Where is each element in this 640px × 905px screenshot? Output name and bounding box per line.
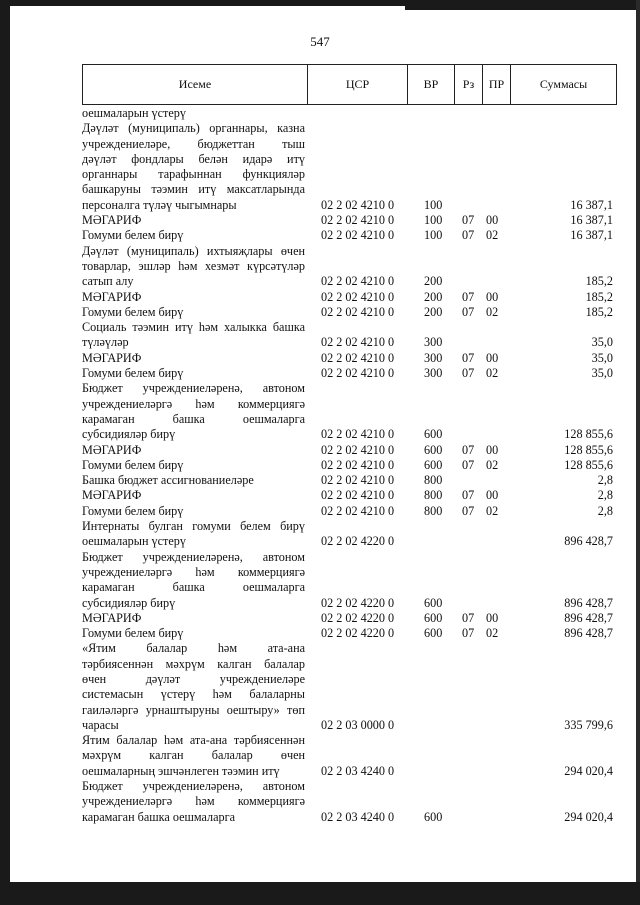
row-name <box>82 641 305 733</box>
header-csr: ЦСР <box>308 65 408 104</box>
table-row <box>82 519 617 550</box>
row-name-line: гаиләләргә урнаштыруны оештыру» төп <box>82 702 305 717</box>
row-rz: 07 <box>462 503 475 518</box>
row-name-line: Социаль тәэмин итү һәм халыкка башка <box>82 320 305 335</box>
row-rz: 07 <box>462 304 475 319</box>
row-vr: 200 <box>424 274 443 289</box>
row-vr: 600 <box>424 457 443 472</box>
row-name <box>82 488 305 503</box>
row-name <box>82 320 305 351</box>
row-name-line: оешмаларын үстерү <box>82 534 186 549</box>
row-vr: 100 <box>424 228 443 243</box>
row-pr: 00 <box>486 289 499 304</box>
row-name <box>82 351 305 366</box>
table-row <box>82 473 617 488</box>
table-row <box>82 244 617 290</box>
row-name-line: «Ятим балалар һәм ата-ана <box>82 641 305 656</box>
row-rz: 07 <box>462 289 475 304</box>
row-name-line: МӘГАРИФ <box>82 442 142 457</box>
row-name-line: Бюджет учреждениеләренә, автоном <box>82 779 305 794</box>
row-name-line: МӘГАРИФ <box>82 610 142 625</box>
row-vr: 300 <box>424 350 443 365</box>
header-rz: Рз <box>455 65 483 104</box>
page-number: 547 <box>310 34 330 49</box>
row-sum: 896 428,7 <box>564 610 613 625</box>
row-pr: 02 <box>486 626 499 641</box>
row-sum: 16 387,1 <box>570 213 613 228</box>
row-name <box>82 366 305 381</box>
row-vr: 600 <box>424 427 443 442</box>
row-name-line: мәхрүм калган балалар өчен <box>82 748 305 763</box>
row-vr: 600 <box>424 610 443 625</box>
scan-border-top-inner <box>405 6 640 10</box>
row-csr: 02 2 02 4210 0 <box>321 366 395 381</box>
table-row <box>82 488 617 503</box>
row-vr: 800 <box>424 473 443 488</box>
table-body <box>82 106 617 825</box>
row-rz: 07 <box>462 350 475 365</box>
row-vr: 600 <box>424 809 443 824</box>
table-row <box>82 641 617 733</box>
row-name-line: дәүләт фондлары белән идарә итү <box>82 151 305 166</box>
row-vr: 200 <box>424 304 443 319</box>
row-pr: 02 <box>486 457 499 472</box>
row-name-line: товарлар, эшләр һәм хезмәт күрсәтүләр <box>82 258 305 273</box>
table-row <box>82 550 617 611</box>
row-name-line: Гомуми белем бирү <box>82 228 184 243</box>
row-name <box>82 305 305 320</box>
row-pr: 02 <box>486 366 499 381</box>
row-sum: 896 428,7 <box>564 595 613 610</box>
table-row <box>82 458 617 473</box>
row-csr: 02 2 02 4210 0 <box>321 503 395 518</box>
row-vr: 800 <box>424 503 443 518</box>
row-pr: 00 <box>486 488 499 503</box>
row-name-line: учреждениеләргә һәм коммерциягә <box>82 564 305 579</box>
row-sum: 16 387,1 <box>570 228 613 243</box>
row-pr: 00 <box>486 442 499 457</box>
row-name-line: оешмаларның эшчәнлеген тәэмин итү <box>82 763 280 778</box>
header-vr: ВР <box>408 65 455 104</box>
row-vr: 600 <box>424 595 443 610</box>
row-csr: 02 2 02 4210 0 <box>321 228 395 243</box>
row-pr: 00 <box>486 213 499 228</box>
row-vr: 600 <box>424 442 443 457</box>
row-name <box>82 733 305 779</box>
row-name <box>82 779 305 825</box>
scan-border-left <box>0 0 10 905</box>
row-csr: 02 2 02 4210 0 <box>321 488 395 503</box>
row-name <box>82 519 305 550</box>
row-name <box>82 213 305 228</box>
row-name-line: башкаруны тәэмин итү максатларында <box>82 182 305 197</box>
row-name-line: оешмаларын үстерү <box>82 106 186 120</box>
row-sum: 2,8 <box>597 503 613 518</box>
row-vr: 800 <box>424 488 443 503</box>
row-vr: 600 <box>424 626 443 641</box>
row-rz: 07 <box>462 488 475 503</box>
row-csr: 02 2 03 4240 0 <box>321 809 395 824</box>
row-sum: 35,0 <box>591 335 613 350</box>
row-rz: 07 <box>462 626 475 641</box>
row-name-line: органнары тарафыннан функцияләр <box>82 167 305 182</box>
table-row <box>82 106 617 121</box>
row-name-line: субсидияләр бирү <box>82 427 176 442</box>
row-csr: 02 2 02 4210 0 <box>321 213 395 228</box>
table-row <box>82 351 617 366</box>
row-name <box>82 504 305 519</box>
row-name-line: өчен дәүләт учреждениеләре <box>82 671 305 686</box>
row-sum: 294 020,4 <box>564 809 613 824</box>
row-csr: 02 2 02 4210 0 <box>321 274 395 289</box>
row-vr: 300 <box>424 335 443 350</box>
row-sum: 2,8 <box>597 488 613 503</box>
row-name <box>82 381 305 442</box>
row-name <box>82 611 305 626</box>
table-row <box>82 779 617 825</box>
table-row <box>82 381 617 442</box>
row-name <box>82 473 305 488</box>
row-csr: 02 2 03 0000 0 <box>321 717 395 732</box>
table-row <box>82 366 617 381</box>
row-vr: 100 <box>424 213 443 228</box>
table-row <box>82 611 617 626</box>
row-name-line: МӘГАРИФ <box>82 213 142 228</box>
row-name-line: Гомуми белем бирү <box>82 366 184 381</box>
table-row <box>82 733 617 779</box>
row-name-line: Башка бюджет ассигнованиеләре <box>82 473 254 488</box>
row-sum: 185,2 <box>585 304 613 319</box>
row-name-line: субсидияләр бирү <box>82 595 176 610</box>
row-name <box>82 121 305 213</box>
row-name <box>82 458 305 473</box>
row-name-line: Бюджет учреждениеләренә, автоном <box>82 381 305 396</box>
row-name-line: тәрбиясеннән мәхрүм калган балалар <box>82 656 305 671</box>
row-csr: 02 2 02 4210 0 <box>321 350 395 365</box>
scan-border-right <box>636 0 640 905</box>
row-sum: 128 855,6 <box>564 442 613 457</box>
table-row <box>82 121 617 213</box>
row-name <box>82 626 305 641</box>
row-csr: 02 2 02 4220 0 <box>321 626 395 641</box>
row-name-line: персоналга түләү чыгымнары <box>82 197 237 212</box>
table-row <box>82 626 617 641</box>
row-csr: 02 2 02 4210 0 <box>321 457 395 472</box>
row-csr: 02 2 02 4210 0 <box>321 442 395 457</box>
row-sum: 2,8 <box>597 473 613 488</box>
row-name <box>82 106 305 121</box>
row-sum: 128 855,6 <box>564 457 613 472</box>
scan-border-bottom <box>0 882 640 905</box>
row-csr: 02 2 03 4240 0 <box>321 763 395 778</box>
row-sum: 185,2 <box>585 274 613 289</box>
row-name-line: учреждениеләргә һәм коммерциягә <box>82 396 305 411</box>
row-csr: 02 2 02 4210 0 <box>321 304 395 319</box>
row-name-line: түләүләр <box>82 335 129 350</box>
row-name-line: Бюджет учреждениеләренә, автоном <box>82 549 305 564</box>
row-name <box>82 228 305 243</box>
row-name-line: Гомуми белем бирү <box>82 626 184 641</box>
row-name-line: чарасы <box>82 717 119 732</box>
header-sum: Суммасы <box>539 77 588 91</box>
row-rz: 07 <box>462 457 475 472</box>
table-header <box>82 64 617 105</box>
table-row <box>82 228 617 243</box>
row-rz: 07 <box>462 228 475 243</box>
row-name-line: системасын үстерү һәм балаларны <box>82 687 305 702</box>
row-vr: 300 <box>424 366 443 381</box>
row-name-line: карамаган башка оешмаларга <box>82 809 236 824</box>
header-name: Исеме <box>83 65 308 104</box>
row-name-line: карамаган башка оешмаларга <box>82 580 305 595</box>
row-sum: 185,2 <box>585 289 613 304</box>
row-name-line: Дәүләт (муниципаль) органнары, казна <box>82 121 305 136</box>
row-csr: 02 2 02 4210 0 <box>321 289 395 304</box>
header-pr: ПР <box>483 65 511 104</box>
row-name-line: карамаган башка оешмаларга <box>82 411 305 426</box>
row-csr: 02 2 02 4220 0 <box>321 610 395 625</box>
row-name-line: МӘГАРИФ <box>82 289 142 304</box>
row-csr: 02 2 02 4210 0 <box>321 197 395 212</box>
row-rz: 07 <box>462 213 475 228</box>
row-vr: 200 <box>424 289 443 304</box>
row-name-line: Дәүләт (муниципаль) ихтыяҗлары өчен <box>82 243 305 258</box>
row-name-line: учреждениеләргә һәм коммерциягә <box>82 794 305 809</box>
row-csr: 02 2 02 4210 0 <box>321 427 395 442</box>
row-name-line: Гомуми белем бирү <box>82 304 184 319</box>
row-name-line: Ятим балалар һәм ата-ана тәрбиясеннән <box>82 733 305 748</box>
row-vr: 100 <box>424 197 443 212</box>
row-rz: 07 <box>462 366 475 381</box>
row-pr: 02 <box>486 503 499 518</box>
row-csr: 02 2 02 4220 0 <box>321 595 395 610</box>
row-name <box>82 244 305 290</box>
row-csr: 02 2 02 4210 0 <box>321 473 395 488</box>
row-pr: 02 <box>486 304 499 319</box>
row-name <box>82 550 305 611</box>
row-pr: 02 <box>486 228 499 243</box>
table-row <box>82 504 617 519</box>
row-name-line: МӘГАРИФ <box>82 488 142 503</box>
row-sum: 35,0 <box>591 350 613 365</box>
row-sum: 294 020,4 <box>564 763 613 778</box>
row-pr: 00 <box>486 350 499 365</box>
row-sum: 16 387,1 <box>570 197 613 212</box>
table-row <box>82 305 617 320</box>
row-pr: 00 <box>486 610 499 625</box>
table-row <box>82 320 617 351</box>
table-row <box>82 443 617 458</box>
row-name-line: учреждениеләре, бюджеттан тыш <box>82 136 305 151</box>
table-row <box>82 290 617 305</box>
row-rz: 07 <box>462 610 475 625</box>
row-name-line: Гомуми белем бирү <box>82 503 184 518</box>
row-sum: 35,0 <box>591 366 613 381</box>
row-name <box>82 290 305 305</box>
row-name <box>82 443 305 458</box>
row-name-line: сатып алу <box>82 274 134 289</box>
row-sum: 128 855,6 <box>564 427 613 442</box>
row-name-line: МӘГАРИФ <box>82 350 142 365</box>
row-name-line: Гомуми белем бирү <box>82 457 184 472</box>
row-sum: 896 428,7 <box>564 626 613 641</box>
table-row <box>82 213 617 228</box>
row-sum: 335 799,6 <box>564 717 613 732</box>
row-csr: 02 2 02 4220 0 <box>321 534 395 549</box>
row-csr: 02 2 02 4210 0 <box>321 335 395 350</box>
row-name-line: Интернаты булган гомуми белем бирү <box>82 519 305 534</box>
row-rz: 07 <box>462 442 475 457</box>
row-sum: 896 428,7 <box>564 534 613 549</box>
